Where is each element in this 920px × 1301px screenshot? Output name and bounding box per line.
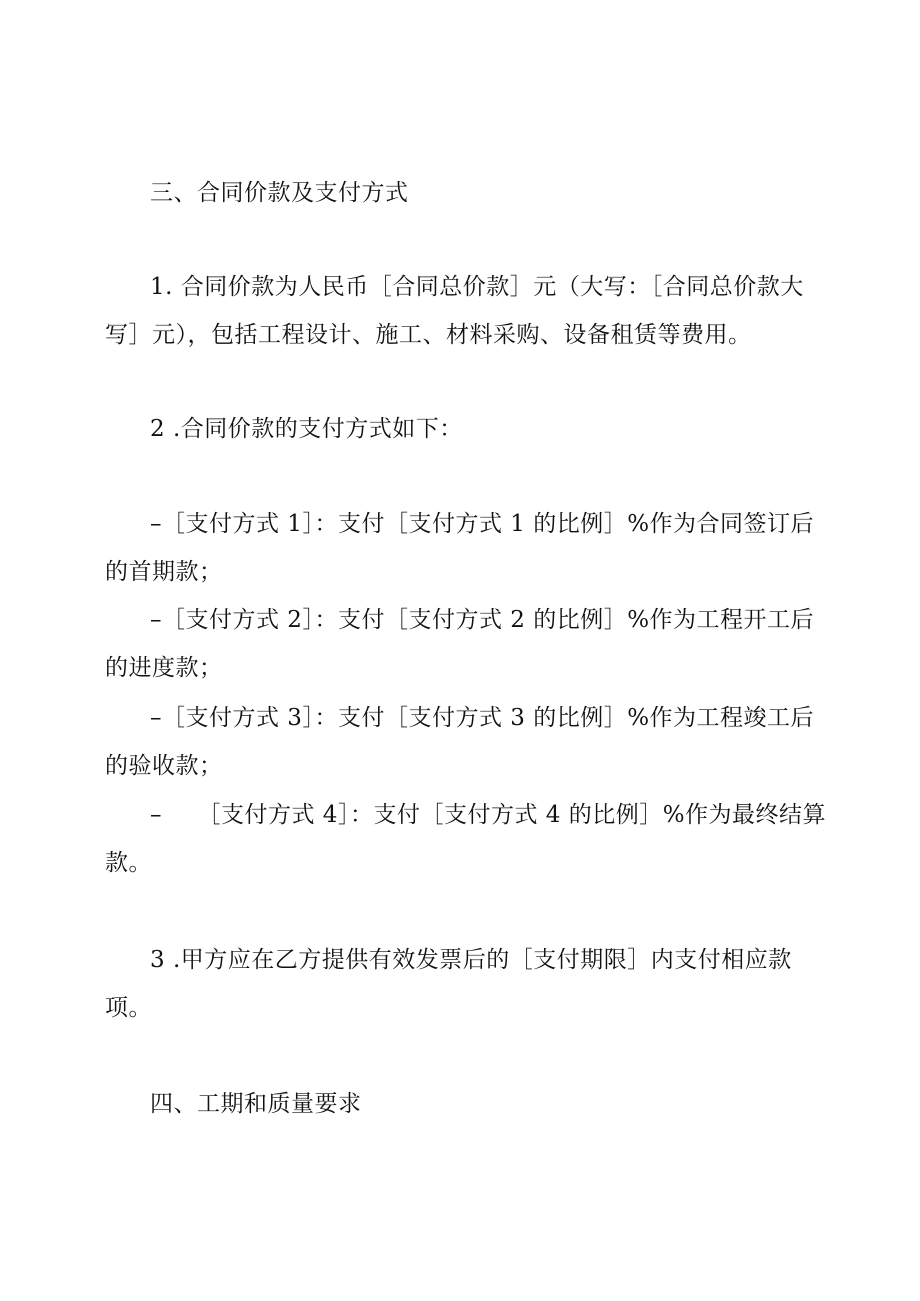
item-1-line-2: 写］元），包括工程设计、施工、材料采购、设备租赁等费用。 [105, 322, 752, 348]
payment-3-line-2: 的验收款； [105, 753, 223, 779]
payment-4-line-2: 款。 [105, 850, 152, 876]
item-3-line-1: 3 .甲方应在乙方提供有效发票后的［支付期限］内支付相应款 [150, 947, 792, 973]
payment-4-line-1: – ［支付方式 4］：支付［支付方式 4 的比例］%作为最终结算 [150, 802, 827, 828]
section-heading-3: 三、合同价款及支付方式 [150, 180, 409, 206]
item-1-line-1: 1. 合同价款为人民币［合同总价款］元（大写：［合同总价款大 [150, 274, 804, 300]
item-3-line-2: 项。 [105, 995, 152, 1021]
payment-3-line-1: –［支付方式 3］：支付［支付方式 3 的比例］%作为工程竣工后 [150, 705, 815, 731]
section-heading-4: 四、工期和质量要求 [150, 1091, 362, 1117]
payment-2-line-2: 的进度款； [105, 655, 223, 681]
payment-2-line-1: –［支付方式 2］：支付［支付方式 2 的比例］%作为工程开工后 [150, 607, 815, 633]
item-2-intro: 2 .合同价款的支付方式如下： [150, 416, 463, 442]
payment-1-line-2: 的首期款； [105, 559, 223, 585]
payment-1-line-1: –［支付方式 1］：支付［支付方式 1 的比例］%作为合同签订后 [150, 511, 815, 537]
